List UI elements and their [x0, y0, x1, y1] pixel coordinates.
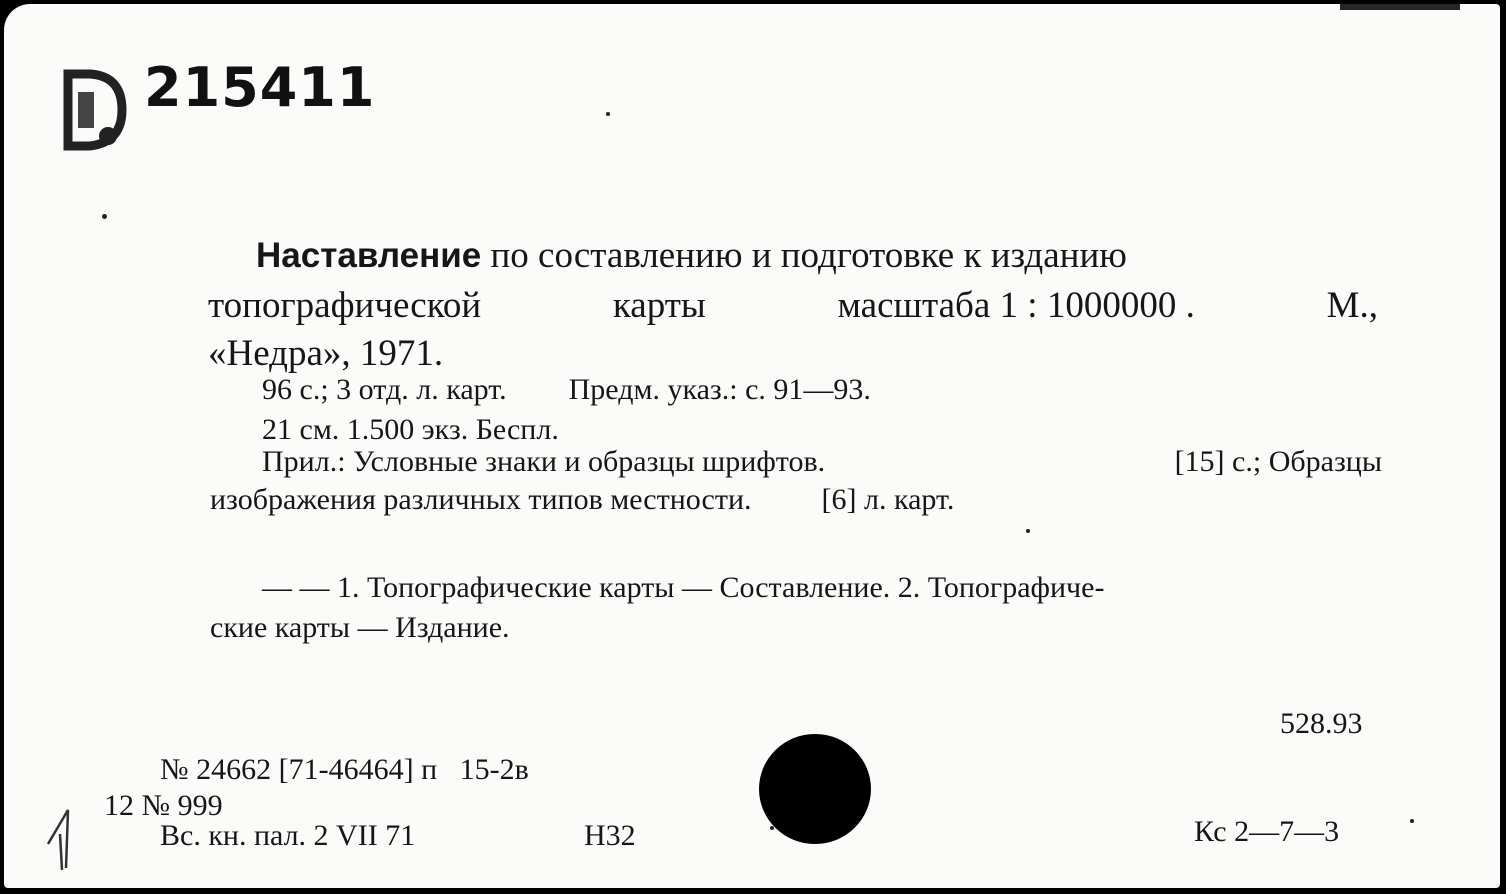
speck — [1026, 529, 1030, 533]
collation-line-1 — [262, 372, 871, 408]
handwritten-mark-icon — [44, 804, 84, 874]
handwritten-inventory-number: 215411 — [144, 56, 376, 119]
speck — [102, 214, 107, 219]
appendix-pages: [15] с.; Образцы — [1174, 445, 1382, 478]
edge-mark — [1340, 4, 1460, 10]
card-code-h: Н32 — [584, 819, 636, 852]
title-word: карты — [612, 285, 706, 326]
appendix-note: Прил.: Условные знаки и образцы шрифтов. — [262, 445, 826, 478]
title-word: топографической — [208, 285, 482, 326]
subject-headings-line-1: — — 1. Топографические карты — Составление. 2. Топографиче- — [262, 571, 1105, 604]
ink-blot — [759, 734, 871, 844]
copy-number: 12 № 999 — [104, 789, 223, 822]
title-line-1 — [256, 234, 1127, 278]
card-code-kc: Кс 2—7—3 — [1194, 815, 1340, 848]
title-line-2 — [208, 284, 1378, 328]
book-chamber-date: Вс. кн. пал. 2 VII 71 — [160, 819, 416, 852]
subject-headings-line-2: ские карты — Издание. — [210, 611, 510, 644]
speck — [1410, 819, 1414, 823]
index-note: Предм. указ.: с. 91—93. — [568, 373, 871, 406]
appendix-line-2 — [210, 482, 954, 518]
title-heading: Наставление — [256, 236, 482, 275]
collation-line-2: 21 см. 1.500 экз. Беспл. — [262, 413, 559, 446]
appendix-sheets: [6] л. карт. — [821, 483, 955, 516]
catalog-card — [4, 4, 1500, 888]
title-continuation: по составлению и подготовке к изданию — [481, 235, 1127, 276]
library-stamp-icon — [60, 64, 130, 154]
speck — [606, 112, 610, 116]
classification-number: 528.93 — [1280, 707, 1363, 740]
publisher-year: «Недра», 1971. — [208, 333, 444, 374]
appendix-line-1 — [262, 444, 1382, 480]
pagination: 96 с.; 3 отд. л. карт. — [262, 373, 507, 406]
appendix-note: изображения различных типов местности. — [210, 483, 752, 516]
title-scale: масштаба 1 : 1000000 . — [837, 285, 1195, 326]
order-number: № 24662 [71-46464] п 15-2в — [160, 753, 529, 786]
place-of-publication: М., — [1326, 285, 1378, 326]
